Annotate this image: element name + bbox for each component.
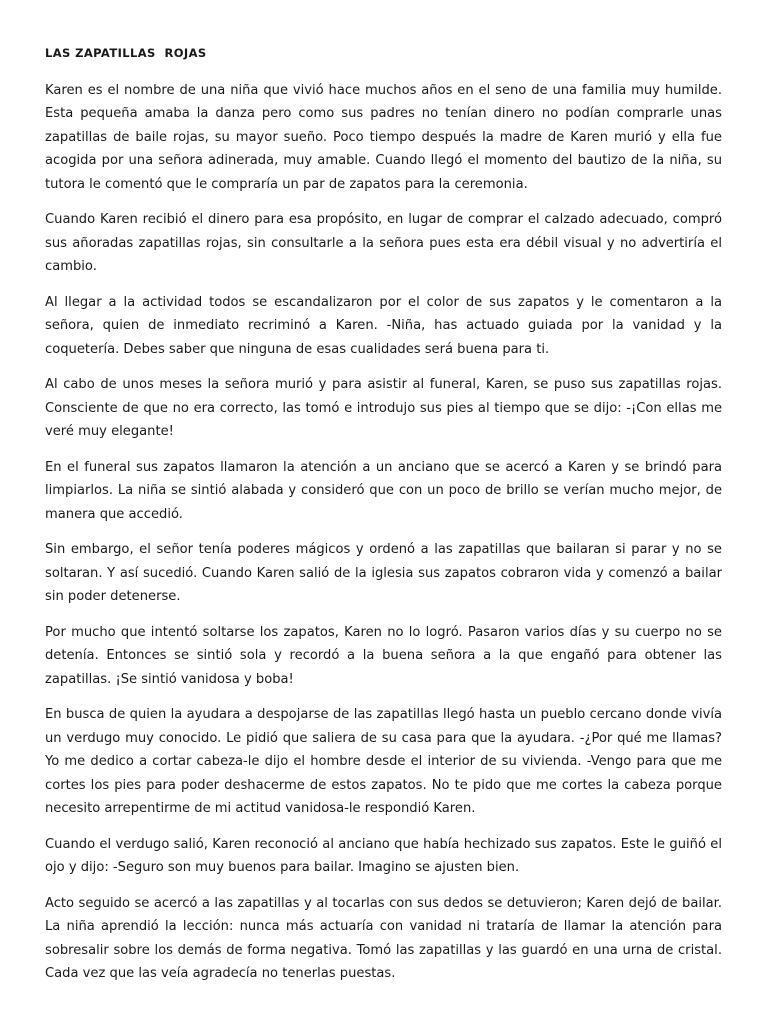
paragraph: En el funeral sus zapatos llamaron la atención a un anciano que se acercó a Karen y se brindó para limpiarlos. La niña se sintió alabada y consideró que con un poco de brillo se verían mucho mejor, de manera que accedió. xyxy=(45,459,722,522)
paragraph: Cuando el verdugo salió, Karen reconoció al anciano que había hechizado sus zapatos. Este le guiñó el ojo y dijo: -Seguro son muy buenos para bailar. Imagino se ajusten bien. xyxy=(45,836,722,876)
document-page xyxy=(45,44,722,998)
paragraph: Acto seguido se acercó a las zapatillas y al tocarlas con sus dedos se detuvieron; Karen dejó de bailar. La niña aprendió la lección: nunca más actuaría con vanidad ni trataría de llamar la atención para sobresalir sobre los demás de forma negativa. Tomó las zapatillas y las guardó en una urna de cristal. Cada vez que las veía agradecía no tenerlas puestas. xyxy=(45,895,722,982)
paragraph: En busca de quien la ayudara a despojarse de las zapatillas llegó hasta un pueblo cercano donde vivía un verdugo muy conocido. Le pidió que saliera de su casa para que la ayudara. -¿Por qué me llamas? Yo me dedico a cortar cabeza-le dijo el hombre desde el interior de su vivienda. -Vengo para que me cortes los pies para poder deshacerme de estos zapatos. No te pido que me cortes la cabeza porque necesito arrepentirme de mi actitud vanidosa-le respondió Karen. xyxy=(45,707,722,817)
document-title: LAS ZAPATILLAS ROJAS xyxy=(45,46,207,60)
paragraph: Cuando Karen recibió el dinero para esa propósito, en lugar de comprar el calzado adecuado, compró sus añoradas zapatillas rojas, sin consultarle a la señora pues esta era débil visual y no advertiría el cambio. xyxy=(45,212,722,275)
paragraph: Al cabo de unos meses la señora murió y para asistir al funeral, Karen, se puso sus zapatillas rojas. Consciente de que no era correcto, las tomó e introdujo sus pies al tiempo que se dijo: -¡Con ellas me veré muy elegante! xyxy=(45,377,722,440)
paragraph: Sin embargo, el señor tenía poderes mágicos y ordenó a las zapatillas que bailaran si parar y no se soltaran. Y así sucedió. Cuando Karen salió de la iglesia sus zapatos cobraron vida y comenzó a bailar sin poder detenerse. xyxy=(45,542,722,605)
paragraph: Al llegar a la actividad todos se escandalizaron por el color de sus zapatos y le comentaron a la señora, quien de inmediato recriminó a Karen. -Niña, has actuado guiada por la vanidad y la coquetería. Debes saber que ninguna de esas cualidades será buena para ti. xyxy=(45,294,722,357)
paragraph: Por mucho que intentó soltarse los zapatos, Karen no lo logró. Pasaron varios días y su cuerpo no se detenía. Entonces se sintió sola y recordó a la buena señora a la que engañó para obtener las zapatillas. ¡Se sintió vanidosa y boba! xyxy=(45,624,722,687)
paragraph: Karen es el nombre de una niña que vivió hace muchos años en el seno de una familia muy humilde. Esta pequeña amaba la danza pero como sus padres no tenían dinero no podían comprarle unas zapatillas de baile rojas, su mayor sueño. Poco tiempo después la madre de Karen murió y ella fue acogida por una señora adinerada, muy amable. Cuando llegó el momento del bautizo de la niña, su tutora le comentó que le compraría un par de zapatos para la ceremonia. xyxy=(45,83,722,192)
